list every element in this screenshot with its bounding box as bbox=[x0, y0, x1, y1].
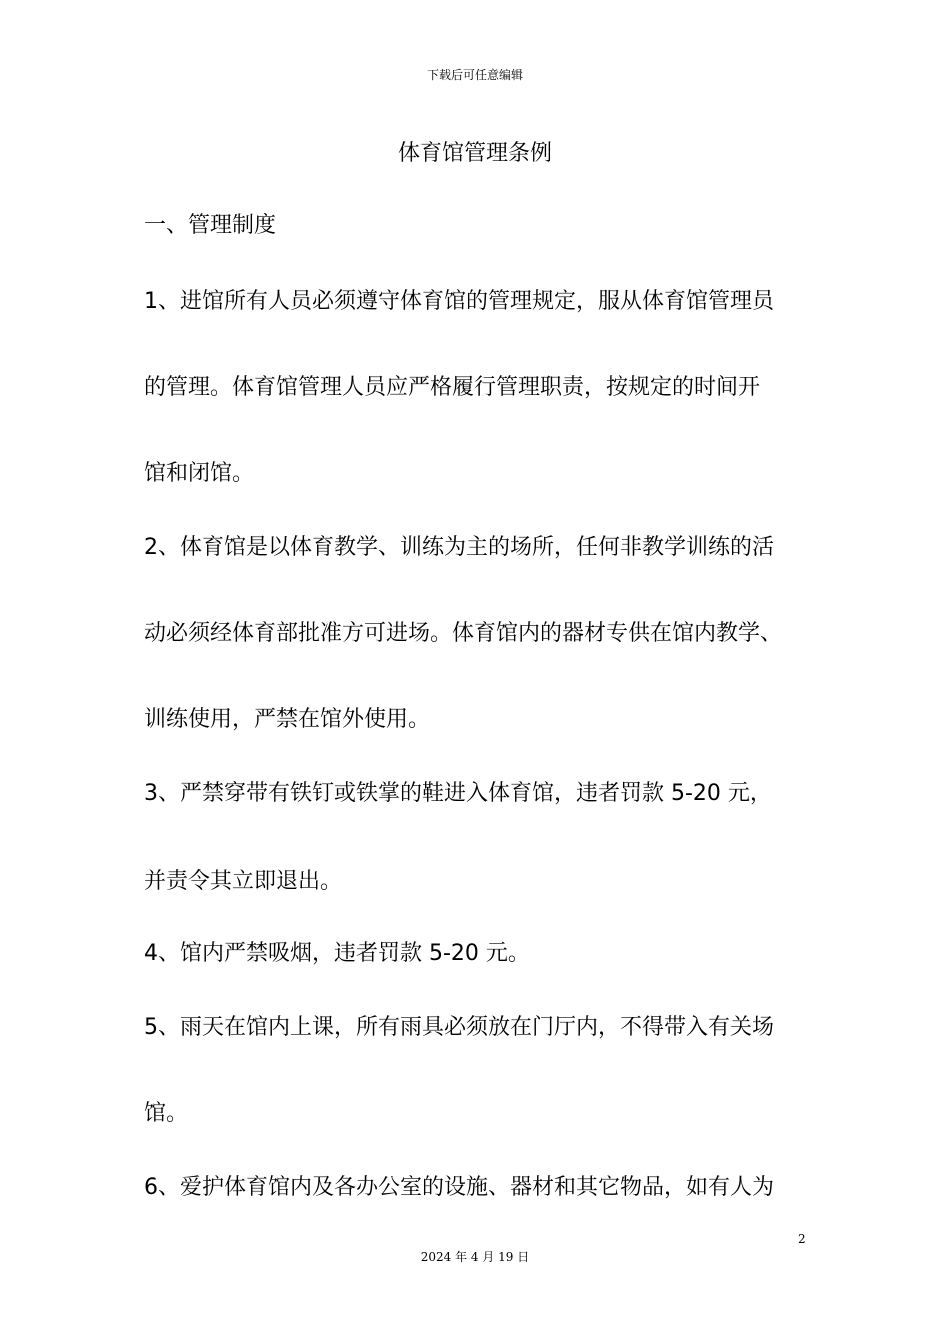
footer-date: 2024 年 4 月 19 日 bbox=[420, 1250, 530, 1264]
body-line: 馆和闭馆。 bbox=[144, 461, 255, 486]
section-heading: 一、管理制度 bbox=[144, 213, 277, 238]
body-line: 的管理。体育馆管理人员应严格履行管理职责，按规定的时间开 bbox=[144, 375, 761, 400]
page-number: 2 bbox=[798, 1232, 806, 1246]
body-line: 动必须经体育部批准方可进场。体育馆内的器材专供在馆内教学、 bbox=[144, 621, 783, 646]
body-line: 4、馆内严禁吸烟，违者罚款 5-20 元。 bbox=[144, 941, 530, 966]
body-line: 1、进馆所有人员必须遵守体育馆的管理规定，服从体育馆管理员 bbox=[144, 289, 774, 314]
body-line: 馆。 bbox=[144, 1101, 189, 1126]
body-line: 3、严禁穿带有铁钉或铁掌的鞋进入体育馆，违者罚款 5-20 元， bbox=[144, 781, 772, 806]
header-note: 下载后可任意编辑 bbox=[426, 68, 523, 82]
body-line: 训练使用，严禁在馆外使用。 bbox=[144, 707, 431, 732]
body-line: 6、爱护体育馆内及各办公室的设施、器材和其它物品，如有人为 bbox=[144, 1175, 774, 1200]
body-line: 并责令其立即退出。 bbox=[144, 869, 343, 894]
body-line: 5、雨天在馆内上课，所有雨具必须放在门厅内，不得带入有关场 bbox=[144, 1015, 774, 1040]
body-line: 2、体育馆是以体育教学、训练为主的场所，任何非教学训练的活 bbox=[144, 535, 774, 560]
document-title: 体育馆管理条例 bbox=[397, 141, 552, 166]
